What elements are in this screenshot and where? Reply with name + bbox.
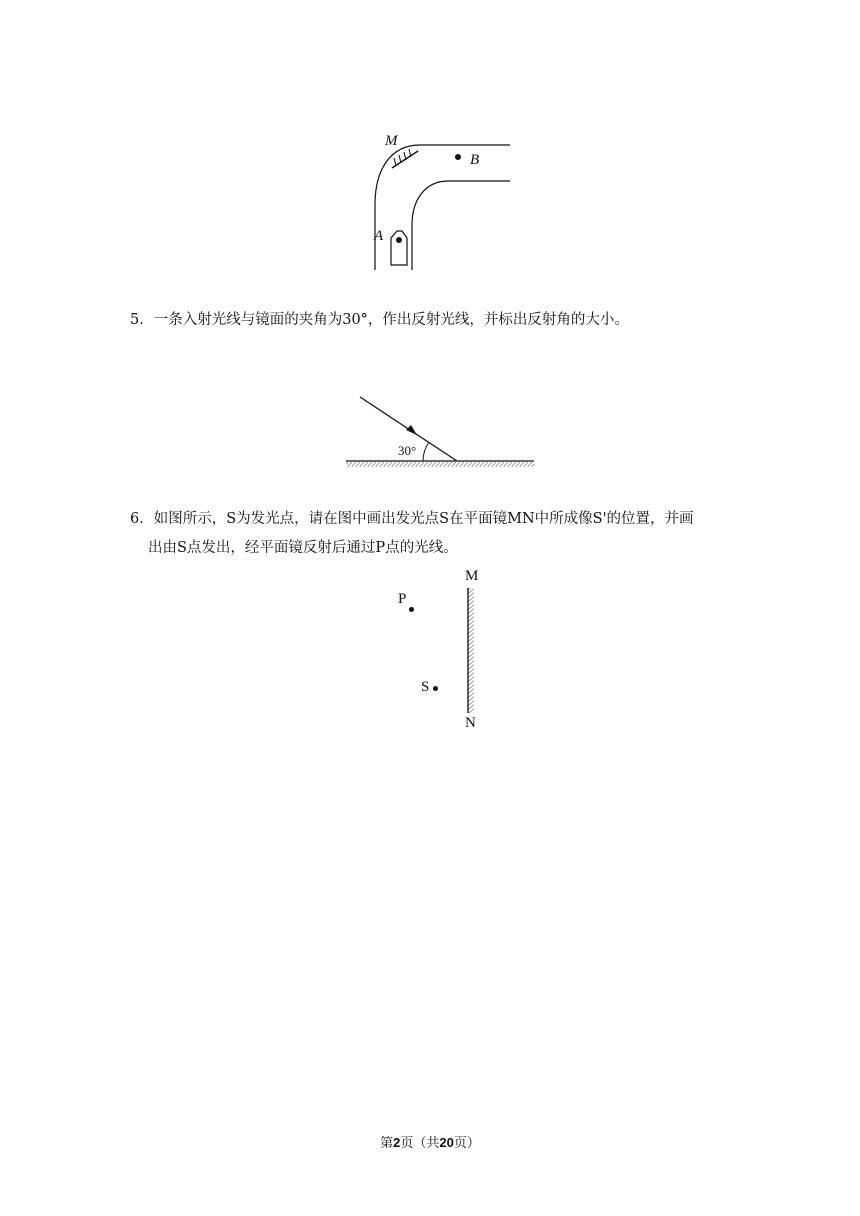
question-5: [130, 306, 629, 334]
label-b: B: [470, 152, 480, 168]
label-s: S: [421, 679, 430, 695]
footer-middle: 页（共: [400, 1136, 440, 1151]
plane-mirror-figure: [440, 585, 490, 715]
footer-page-number: 2: [393, 1135, 401, 1150]
point-b: [455, 154, 461, 160]
question-6-text-1: 如图所示，S为发光点，请在图中画出发光点S在平面镜MN中所成像S'的位置，并画: [153, 511, 694, 527]
label-mirror-m: M: [465, 568, 479, 584]
label-a: A: [374, 228, 384, 244]
road-mirror-figure: [360, 125, 520, 275]
question-5-text: 一条入射光线与镜面的夹角为30°，作出反射光线，并标出反射角的大小。: [153, 312, 629, 328]
incident-ray-figure: [340, 390, 540, 470]
question-6-line-1: [130, 505, 694, 533]
road-inner-edge: [412, 181, 510, 270]
page-footer: [0, 1132, 860, 1151]
label-p: P: [398, 591, 407, 607]
mirror-hatching: [346, 462, 534, 467]
point-a: [396, 237, 402, 243]
angle-label: 30°: [398, 443, 417, 458]
question-5-number: 5．: [130, 312, 154, 328]
footer-prefix: 第: [380, 1136, 394, 1151]
mirror-mn-hatching: [469, 588, 474, 713]
angle-arc: [423, 442, 429, 461]
footer-total-pages: 20: [439, 1135, 454, 1150]
label-m: M: [385, 133, 398, 149]
point-s: [433, 686, 438, 691]
footer-suffix: 页）: [453, 1136, 480, 1151]
point-p: [409, 607, 414, 612]
question-6-line-2: 出由S点发出，经平面镜反射后通过P点的光线。: [148, 540, 458, 556]
car-a: [391, 231, 407, 265]
question-6-number: 6．: [130, 511, 154, 527]
ray-arrowhead: [406, 425, 417, 435]
label-mirror-n: N: [465, 715, 476, 731]
